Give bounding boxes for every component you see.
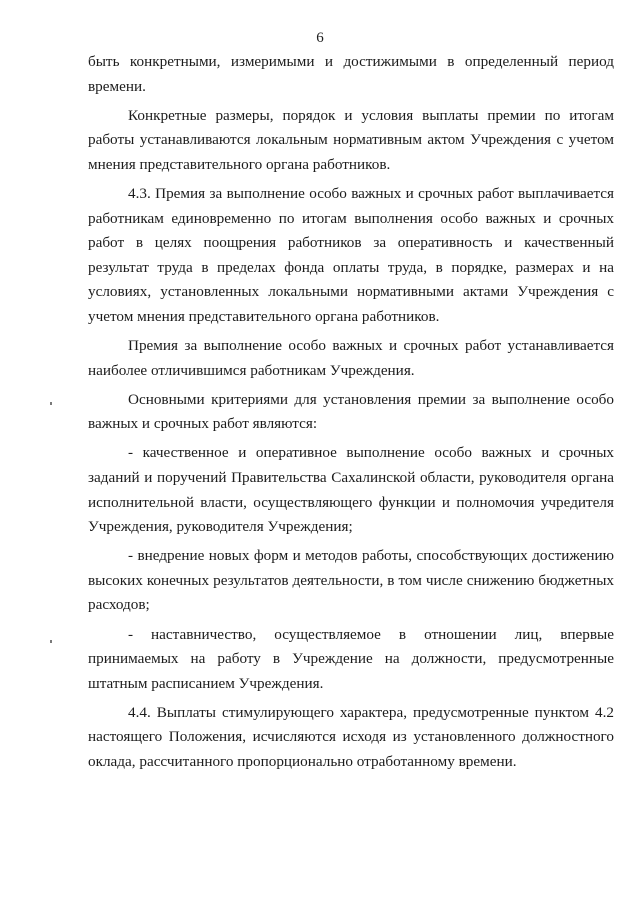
paragraph: Основными критериями для установления премии за выполнение особо важных и срочных работ являются: bbox=[88, 390, 614, 433]
document-body bbox=[88, 50, 614, 775]
paragraph: Конкретные размеры, порядок и условия выплаты премии по итогам работы устанавливаются локальным нормативным актом Учреждения с учетом мнения представительного органа работников. bbox=[88, 106, 614, 173]
margin-mark bbox=[50, 640, 52, 643]
paragraph-clause-4-3: 4.3. Премия за выполнение особо важных и срочных работ выплачивается работникам единовременно по итогам выполнения особо важных и срочных работ в целях поощрения работников за оперативность и качественный результат труда в пределах фонда оплаты труда, в порядке, размерах и на условиях, установленных локальными нормативными актами Учреждения с учетом мнения представительного органа работников. bbox=[88, 184, 614, 325]
list-item: - наставничество, осуществляемое в отношении лиц, впервые принимаемых на работу в Учреждение на должности, предусмотренные штатным расписанием Учреждения. bbox=[88, 625, 614, 692]
paragraph-clause-4-4: 4.4. Выплаты стимулирующего характера, предусмотренные пунктом 4.2 настоящего Положения, исчисляются исходя из установленного должностного оклада, рассчитанного пропорционально отработанному времени. bbox=[88, 703, 614, 771]
paragraph: быть конкретными, измеримыми и достижимыми в определенный период времени. bbox=[88, 53, 614, 95]
list-item: - внедрение новых форм и методов работы, способствующих достижению высоких конечных результатов деятельности, в том числе снижению бюджетных расходов; bbox=[88, 547, 614, 614]
list-item: - качественное и оперативное выполнение особо важных и срочных заданий и поручений Правительства Сахалинской области, руководителя органа исполнительной власти, осуществляющего функции и полномочия учредителя Учреждения, руководителя Учреждения; bbox=[88, 444, 614, 536]
paragraph: Премия за выполнение особо важных и срочных работ устанавливается наиболее отличившимся работникам Учреждения. bbox=[88, 337, 614, 379]
margin-mark bbox=[50, 402, 52, 405]
page-number: 6 bbox=[316, 30, 324, 46]
